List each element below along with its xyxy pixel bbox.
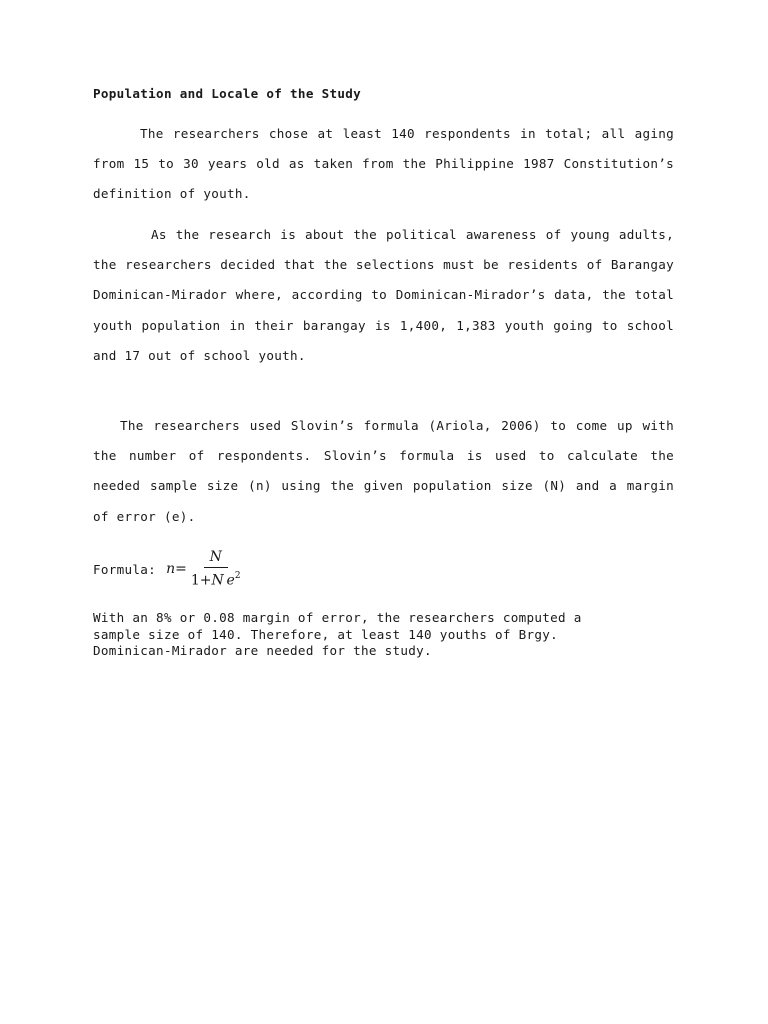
formula-label: Formula: bbox=[93, 561, 157, 577]
formula-equals: = bbox=[175, 561, 187, 577]
denominator-plus: + bbox=[199, 572, 212, 589]
paragraph-slovin: The researchers used Slovin’s formula (Ariola, 2006) to come up with the number of respondents. Slovin’s formula is used to calculate the needed sample size (n) using the given population size (N) and a margin of error (e). bbox=[93, 418, 674, 524]
formula-lhs: n bbox=[166, 561, 176, 577]
denominator-exponent: 2 bbox=[234, 570, 241, 581]
denominator-one: 1 bbox=[190, 572, 200, 589]
denominator-n: N bbox=[211, 572, 224, 589]
conclusion-paragraph: With an 8% or 0.08 margin of error, the researchers computed a sample size of 140. Therefore, at least 140 youths of Brgy. Dominican-Mirador are needed for the study. bbox=[93, 610, 582, 658]
paragraph-respondents: The researchers chose at least 140 respondents in total; all aging from 15 to 30 years old as taken from the Philippine 1987 Constitution’s definition of youth. bbox=[93, 126, 674, 202]
formula-fraction bbox=[189, 549, 243, 590]
formula-numerator: N bbox=[204, 549, 228, 568]
paragraph-locale: As the research is about the political awareness of young adults, the researchers decided that the selections must be residents of Barangay Dominican-Mirador where, according to Dominican-Mirador’s data, the total youth population in their barangay is 1,400, 1,383 youth going to school and 17 out of school youth. bbox=[93, 227, 674, 363]
denominator-e: e bbox=[226, 572, 235, 589]
section-heading: Population and Locale of the Study bbox=[93, 86, 361, 101]
formula-block bbox=[93, 549, 243, 589]
formula-denominator bbox=[189, 568, 243, 590]
slovin-formula bbox=[166, 549, 243, 590]
